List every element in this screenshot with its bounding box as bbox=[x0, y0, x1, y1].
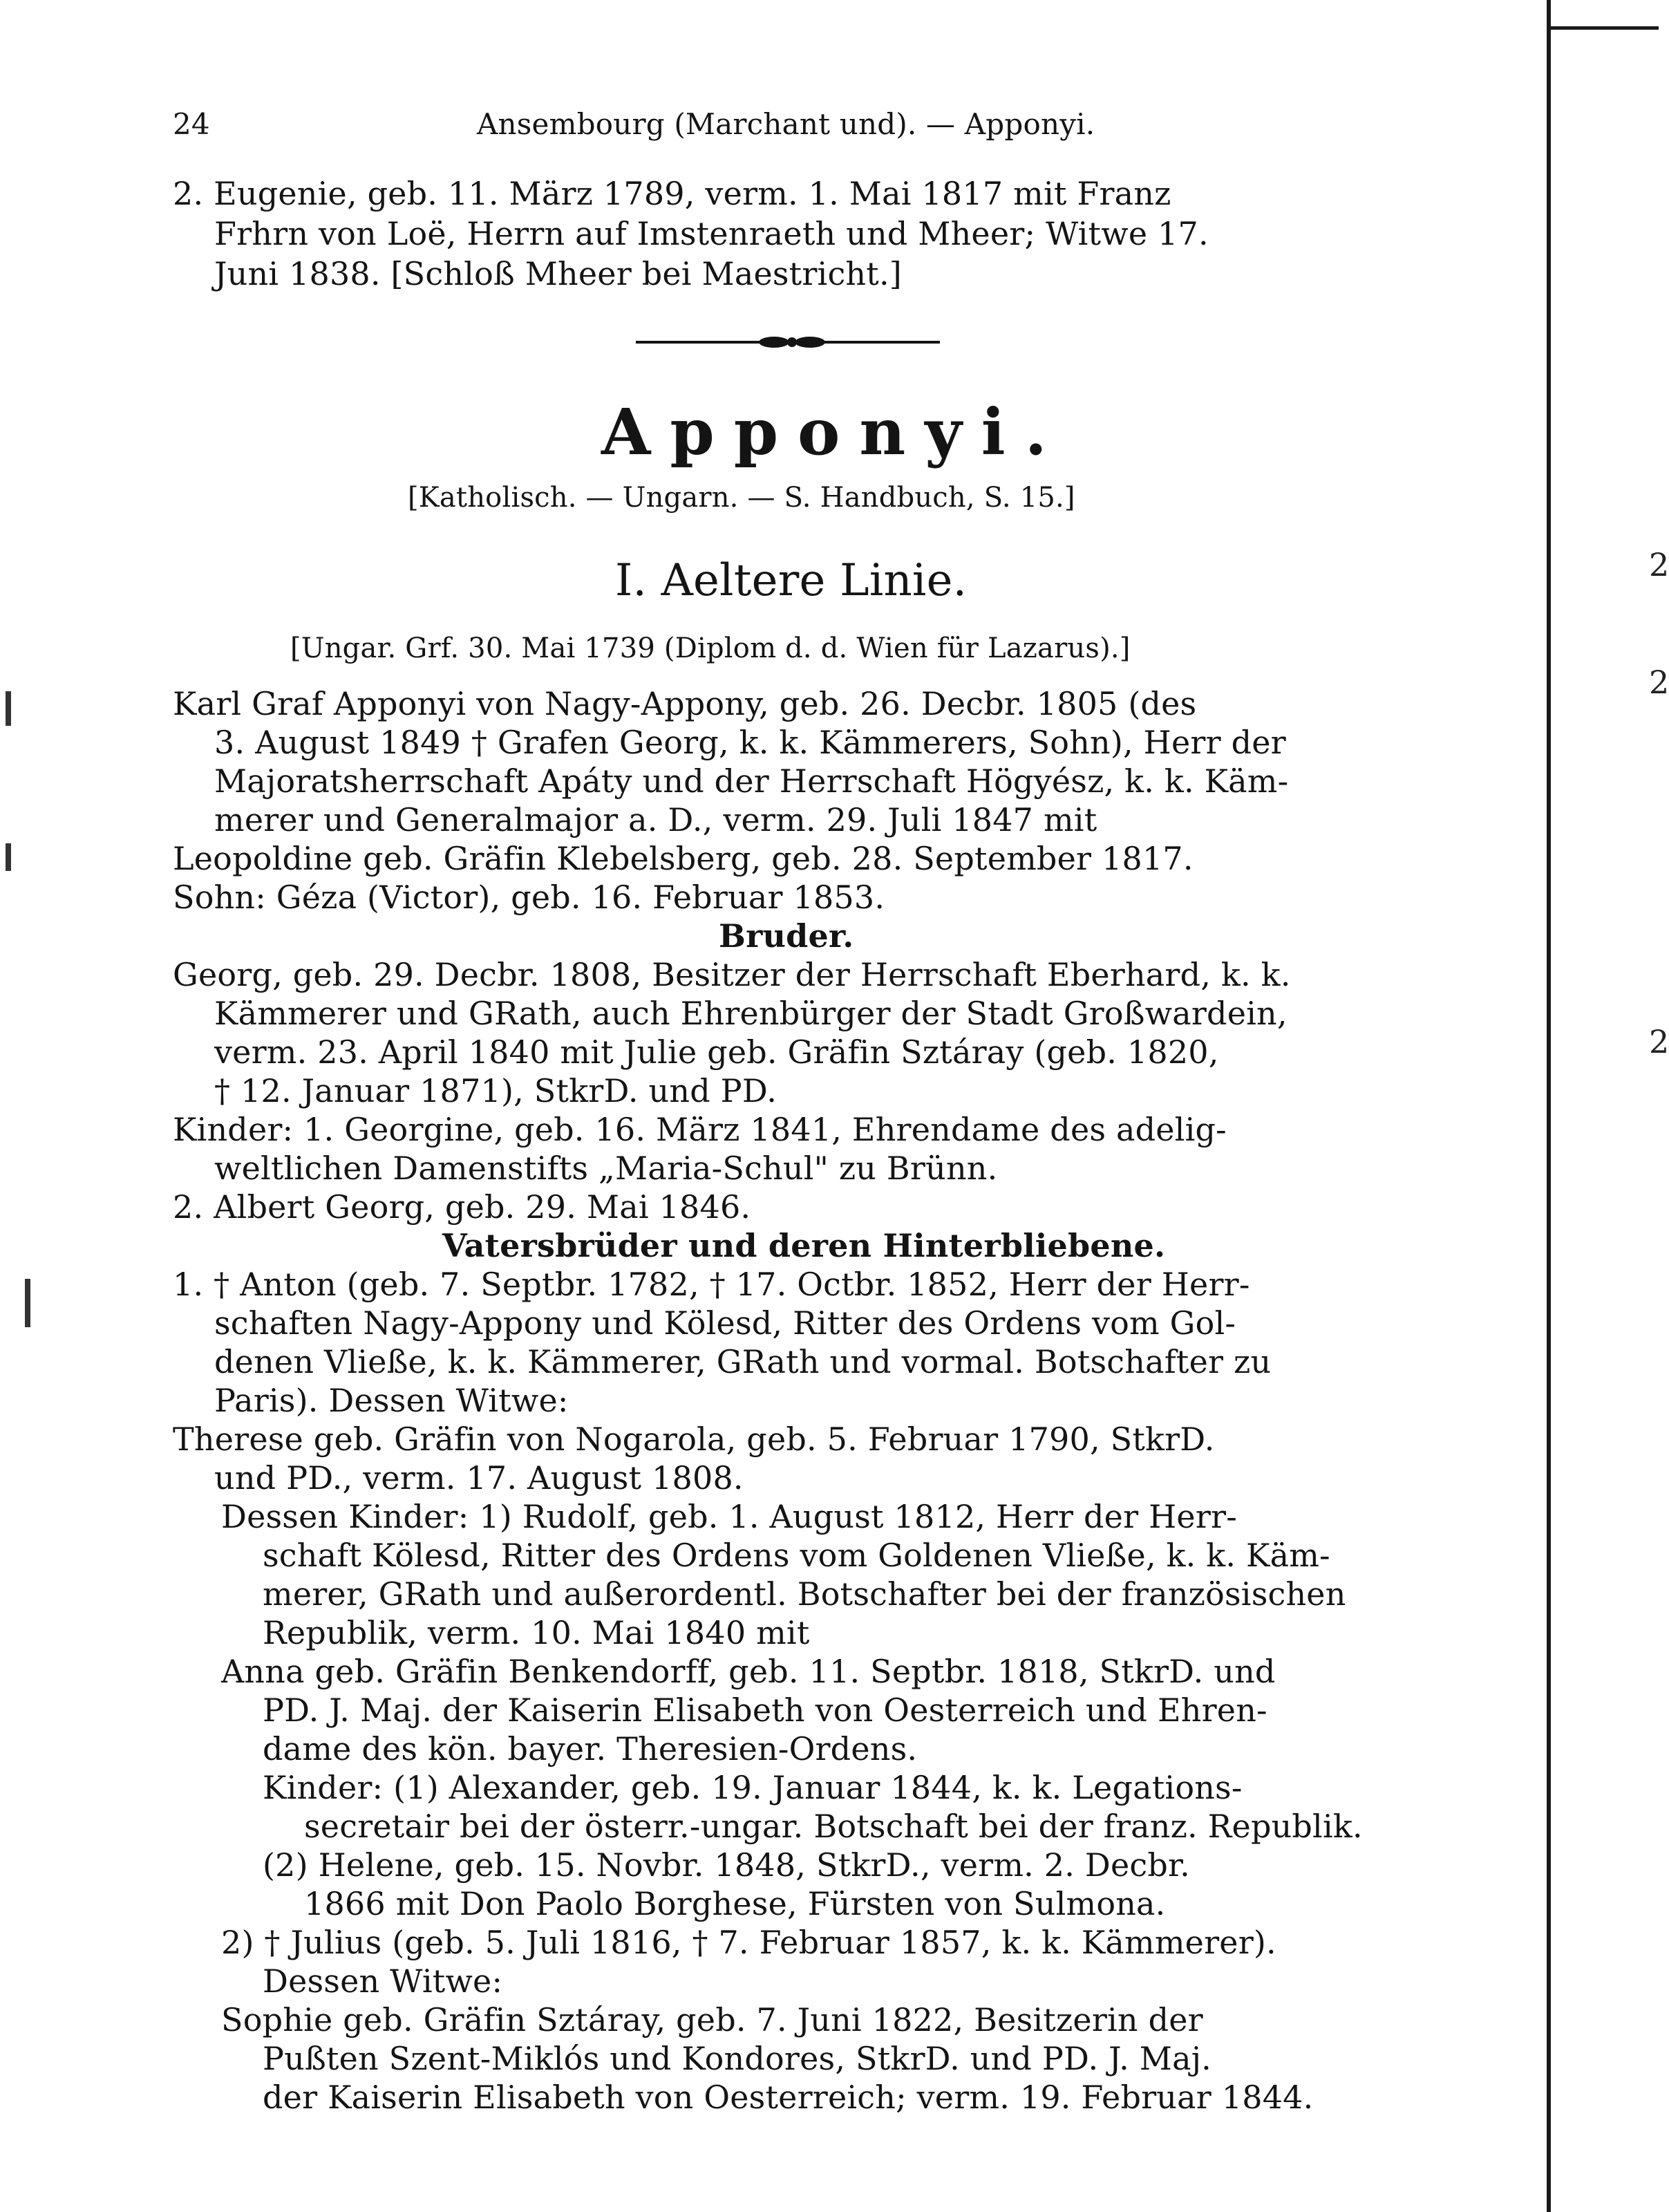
section-heading: Bruder. bbox=[719, 917, 854, 955]
line-title: I. Aeltere Linie. bbox=[615, 555, 968, 606]
text-line: Georg, geb. 29. Decbr. 1808, Besitzer der Herrschaft Eberhard, k. k. bbox=[173, 956, 1291, 993]
text-line: Kämmerer und GRath, auch Ehrenbürger der Stadt Großwardein, bbox=[214, 995, 1288, 1032]
running-title: Ansembourg (Marchant und). — Apponyi. bbox=[477, 107, 1095, 141]
text-line: Dessen Kinder: 1) Rudolf, geb. 1. August 1812, Herr der Herr- bbox=[221, 1498, 1237, 1535]
section-heading: Vatersbrüder und deren Hinterbliebene. bbox=[442, 1227, 1166, 1264]
text-line: und PD., verm. 17. August 1808. bbox=[214, 1459, 744, 1497]
text-line: Anna geb. Gräfin Benkendorff, geb. 11. Septbr. 1818, StkrD. und bbox=[221, 1653, 1276, 1690]
scan-speck bbox=[6, 843, 11, 871]
text-line: † 12. Januar 1871), StkrD. und PD. bbox=[214, 1072, 777, 1109]
text-line: Kinder: (1) Alexander, geb. 19. Januar 1844, k. k. Legations- bbox=[263, 1769, 1243, 1806]
text-line: secretair bei der österr.-ungar. Botschaft bei der franz. Republik. bbox=[304, 1808, 1363, 1845]
page-number: 24 bbox=[173, 107, 210, 141]
margin-mark: 2 bbox=[1649, 664, 1669, 701]
text-line: merer, GRath und außerordentl. Botschafter bei der französischen bbox=[263, 1575, 1346, 1613]
text-line: Sophie geb. Gräfin Sztáray, geb. 7. Juni 1822, Besitzerin der bbox=[221, 2001, 1203, 2038]
text-line: weltlichen Damenstifts „Maria-Schul" zu Brünn. bbox=[214, 1150, 998, 1187]
page-edge-line bbox=[1547, 0, 1551, 2212]
text-line: Therese geb. Gräfin von Nogarola, geb. 5. Februar 1790, StkrD. bbox=[173, 1421, 1215, 1458]
text-line: denen Vließe, k. k. Kämmerer, GRath und vormal. Botschafter zu bbox=[214, 1343, 1272, 1380]
ornament-divider bbox=[636, 332, 940, 353]
line-note: [Ungar. Grf. 30. Mai 1739 (Diplom d. d. Wien für Lazarus).] bbox=[290, 632, 1131, 664]
text-line: Kinder: 1. Georgine, geb. 16. März 1841, Ehrendame des adelig- bbox=[173, 1111, 1227, 1148]
text-line: Karl Graf Apponyi von Nagy-Appony, geb. 26. Decbr. 1805 (des bbox=[173, 685, 1197, 722]
text-line: verm. 23. April 1840 mit Julie geb. Gräfin Sztáray (geb. 1820, bbox=[214, 1033, 1219, 1071]
family-name: Apponyi. bbox=[601, 395, 1066, 469]
text-line: schaft Kölesd, Ritter des Ordens vom Goldenen Vließe, k. k. Käm- bbox=[263, 1537, 1330, 1574]
text-line: Paris). Dessen Witwe: bbox=[214, 1382, 569, 1419]
text-line: 2. Eugenie, geb. 11. März 1789, verm. 1. Mai 1817 mit Franz bbox=[173, 175, 1171, 212]
text-line: Pußten Szent-Miklós und Kondores, StkrD. und PD. J. Maj. bbox=[263, 2040, 1212, 2077]
text-line: 1866 mit Don Paolo Borghese, Fürsten von Sulmona. bbox=[304, 1885, 1166, 1922]
text-line: 2) † Julius (geb. 5. Juli 1816, † 7. Februar 1857, k. k. Kämmerer). bbox=[221, 1924, 1276, 1961]
text-line: der Kaiserin Elisabeth von Oesterreich; verm. 19. Februar 1844. bbox=[263, 2079, 1314, 2116]
margin-mark: 2 bbox=[1649, 546, 1669, 583]
text-line: merer und Generalmajor a. D., verm. 29. Juli 1847 mit bbox=[214, 801, 1097, 838]
page-edge-corner bbox=[1548, 26, 1659, 30]
text-line: PD. J. Maj. der Kaiserin Elisabeth von Oesterreich und Ehren- bbox=[263, 1691, 1267, 1729]
text-line: 1. † Anton (geb. 7. Septbr. 1782, † 17. Octbr. 1852, Herr der Herr- bbox=[173, 1266, 1250, 1303]
text-line: Sohn: Géza (Victor), geb. 16. Februar 1853. bbox=[173, 879, 885, 916]
text-line: Leopoldine geb. Gräfin Klebelsberg, geb. 28. September 1817. bbox=[173, 840, 1194, 877]
scan-speck bbox=[6, 691, 11, 726]
family-note: [Katholisch. — Ungarn. — S. Handbuch, S. 15.] bbox=[408, 482, 1075, 514]
text-line: Majoratsherrschaft Apáty und der Herrschaft Högyész, k. k. Käm- bbox=[214, 762, 1289, 800]
text-line: Republik, verm. 10. Mai 1840 mit bbox=[263, 1614, 810, 1651]
scan-speck bbox=[25, 1279, 30, 1327]
text-line: 3. August 1849 † Grafen Georg, k. k. Kämmerers, Sohn), Herr der bbox=[214, 724, 1286, 761]
text-line: Juni 1838. [Schloß Mheer bei Maestricht.] bbox=[214, 255, 902, 292]
text-line: (2) Helene, geb. 15. Novbr. 1848, StkrD., verm. 2. Decbr. bbox=[263, 1846, 1190, 1884]
text-line: 2. Albert Georg, geb. 29. Mai 1846. bbox=[173, 1188, 751, 1226]
text-line: Frhrn von Loë, Herrn auf Imstenraeth und Mheer; Witwe 17. bbox=[214, 215, 1209, 252]
text-line: schaften Nagy-Appony und Kölesd, Ritter des Ordens vom Gol- bbox=[214, 1304, 1236, 1342]
text-line: dame des kön. bayer. Theresien-Ordens. bbox=[263, 1730, 918, 1768]
text-line: Dessen Witwe: bbox=[263, 1962, 503, 2000]
margin-mark: 2 bbox=[1649, 1023, 1669, 1060]
